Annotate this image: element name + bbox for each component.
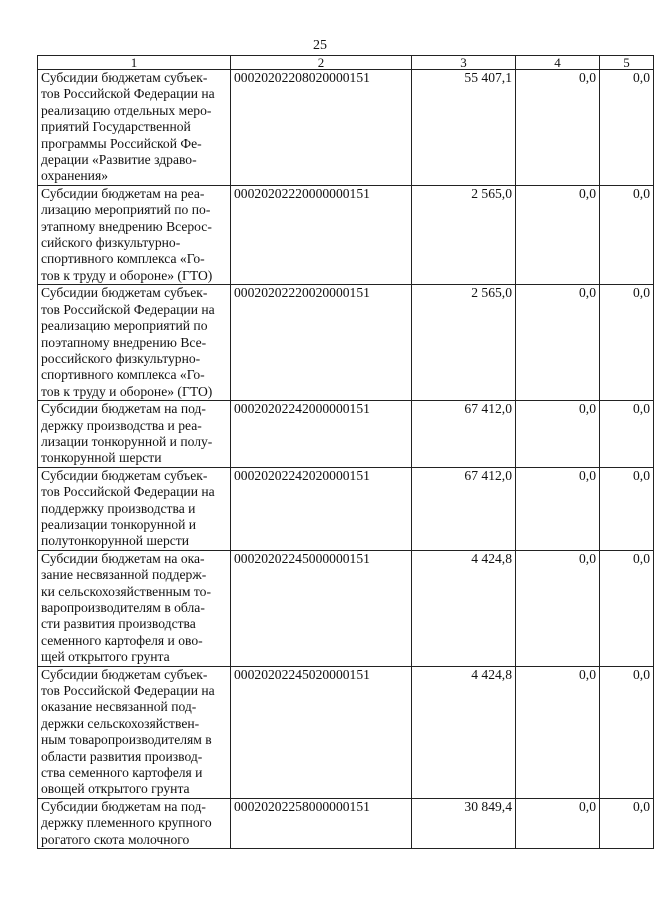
column-header-4: 4 — [516, 56, 600, 70]
subsidy-name-line: Субсидии бюджетам на под- — [41, 798, 206, 814]
amount-col4-cell: 0,0 — [516, 666, 600, 798]
budget-code-cell: 00020202245020000151 — [231, 666, 412, 798]
subsidy-name-line: Субсидии бюджетам на ока- — [41, 550, 205, 566]
subsidy-name-line: российского физкультурно- — [41, 350, 201, 366]
subsidy-name-line: сти развития производства — [41, 616, 196, 632]
subsidy-name-line: тов к труду и обороне» (ГТО) — [41, 383, 213, 399]
table-row — [38, 666, 654, 798]
subsidy-name-line: полутонкорунной шерсти — [41, 533, 189, 549]
column-header-1: 1 — [38, 56, 231, 70]
amount-col3-cell: 4 424,8 — [412, 666, 516, 798]
subsidy-name-line: тонкорунной шерсти — [41, 450, 162, 466]
subsidy-name-line: тов Российской Федерации на — [41, 86, 215, 102]
table-row — [38, 185, 654, 284]
amount-col5-cell: 0,0 — [600, 401, 654, 468]
subsidy-name-line: лизации тонкорунной и полу- — [41, 433, 213, 449]
subsidy-name-line: лизацию мероприятий по по- — [41, 202, 211, 218]
budget-code-cell: 00020202220000000151 — [231, 185, 412, 284]
subsidy-name-line: зание несвязанной поддерж- — [41, 567, 207, 583]
subsidy-name-line: овощей открытого грунта — [41, 781, 190, 797]
subsidy-name-line: программы Российской Фе- — [41, 135, 202, 151]
subsidy-name-cell — [38, 401, 231, 468]
subsidy-name-line: реализацию отдельных меро- — [41, 102, 212, 118]
amount-col5-cell: 0,0 — [600, 285, 654, 401]
subsidy-name-cell — [38, 550, 231, 666]
subsidy-name-line: охранения» — [41, 168, 108, 184]
subsidy-name-line: Субсидии бюджетам субъек- — [41, 285, 208, 301]
subsidy-name-line: поддержку производства и — [41, 500, 196, 516]
column-header-3: 3 — [412, 56, 516, 70]
subsidy-name-line: реализацию мероприятий по — [41, 318, 208, 334]
subsidy-name-line: рогатого скота молочного — [41, 831, 190, 847]
budget-code-cell: 00020202242020000151 — [231, 467, 412, 550]
amount-col5-cell: 0,0 — [600, 467, 654, 550]
budget-code-cell: 00020202208020000151 — [231, 70, 412, 186]
subsidy-name-line: дерации «Развитие здраво- — [41, 152, 197, 168]
subsidy-name-cell — [38, 467, 231, 550]
subsidy-name-cell — [38, 185, 231, 284]
subsidy-name-line: реализации тонкорунной и — [41, 516, 197, 532]
subsidy-name-line: сийского физкультурно- — [41, 235, 181, 251]
amount-col3-cell: 67 412,0 — [412, 467, 516, 550]
subsidy-name-line: поэтапному внедрению Все- — [41, 334, 207, 350]
budget-code-cell: 00020202220020000151 — [231, 285, 412, 401]
table-row — [38, 401, 654, 468]
amount-col4-cell: 0,0 — [516, 401, 600, 468]
subsidy-name-line: варопроизводителям в обла- — [41, 600, 205, 615]
amount-col4-cell: 0,0 — [516, 70, 600, 186]
subsidy-name-line: Субсидии бюджетам субъек- — [41, 666, 208, 682]
subsidy-name-line: Субсидии бюджетам субъек- — [41, 467, 208, 483]
amount-col3-cell: 4 424,8 — [412, 550, 516, 666]
budget-table — [37, 55, 654, 849]
amount-col5-cell: 0,0 — [600, 666, 654, 798]
budget-code-cell: 00020202242000000151 — [231, 401, 412, 468]
table-row — [38, 285, 654, 401]
subsidy-name-line: тов к труду и обороне» (ГТО) — [41, 267, 213, 283]
budget-code-cell: 00020202258000000151 — [231, 798, 412, 848]
subsidy-name-line: спортивного комплекса «Го- — [41, 251, 205, 267]
subsidy-name-line: Субсидии бюджетам субъек- — [41, 70, 208, 85]
table-row — [38, 467, 654, 550]
column-header-2: 2 — [231, 56, 412, 70]
amount-col4-cell: 0,0 — [516, 185, 600, 284]
amount-col3-cell: 2 565,0 — [412, 185, 516, 284]
table-header-row — [38, 56, 654, 70]
column-header-5: 5 — [600, 56, 654, 70]
subsidy-name-line: семенного картофеля и ово- — [41, 632, 203, 648]
subsidy-name-cell — [38, 798, 231, 848]
subsidy-name-line: области развития производ- — [41, 748, 203, 764]
table-row — [38, 798, 654, 848]
amount-col5-cell: 0,0 — [600, 185, 654, 284]
amount-col3-cell: 67 412,0 — [412, 401, 516, 468]
table-body — [38, 70, 654, 849]
amount-col3-cell: 55 407,1 — [412, 70, 516, 186]
subsidy-name-line: тов Российской Федерации на — [41, 683, 215, 699]
subsidy-name-line: приятий Государственной — [41, 119, 191, 135]
subsidy-name-line: тов Российской Федерации на — [41, 301, 215, 317]
subsidy-name-line: щей открытого грунта — [41, 649, 170, 665]
subsidy-name-line: ным товаропроизводителям в — [41, 732, 212, 748]
subsidy-name-cell — [38, 666, 231, 798]
subsidy-name-cell — [38, 70, 231, 186]
subsidy-name-line: ства семенного картофеля и — [41, 765, 203, 781]
subsidy-name-line: Субсидии бюджетам на реа- — [41, 185, 205, 201]
amount-col5-cell: 0,0 — [600, 550, 654, 666]
subsidy-name-line: держки сельскохозяйствен- — [41, 715, 200, 731]
amount-col4-cell: 0,0 — [516, 285, 600, 401]
subsidy-name-line: этапному внедрению Всерос- — [41, 218, 212, 234]
amount-col3-cell: 2 565,0 — [412, 285, 516, 401]
subsidy-name-cell — [38, 285, 231, 401]
subsidy-name-line: держку производства и реа- — [41, 417, 202, 433]
budget-code-cell: 00020202245000000151 — [231, 550, 412, 666]
page-number: 25 — [313, 38, 327, 53]
amount-col5-cell: 0,0 — [600, 70, 654, 186]
amount-col4-cell: 0,0 — [516, 798, 600, 848]
amount-col3-cell: 30 849,4 — [412, 798, 516, 848]
subsidy-name-line: спортивного комплекса «Го- — [41, 367, 205, 383]
subsidy-name-line: держку племенного крупного — [41, 815, 212, 831]
subsidy-name-line: Субсидии бюджетам на под- — [41, 401, 206, 417]
subsidy-name-line: оказание несвязанной под- — [41, 699, 197, 715]
amount-col4-cell: 0,0 — [516, 550, 600, 666]
table-row — [38, 70, 654, 186]
amount-col5-cell: 0,0 — [600, 798, 654, 848]
subsidy-name-line: тов Российской Федерации на — [41, 484, 215, 500]
amount-col4-cell: 0,0 — [516, 467, 600, 550]
subsidy-name-line: ки сельскохозяйственным то- — [41, 583, 211, 599]
table-row — [38, 550, 654, 666]
